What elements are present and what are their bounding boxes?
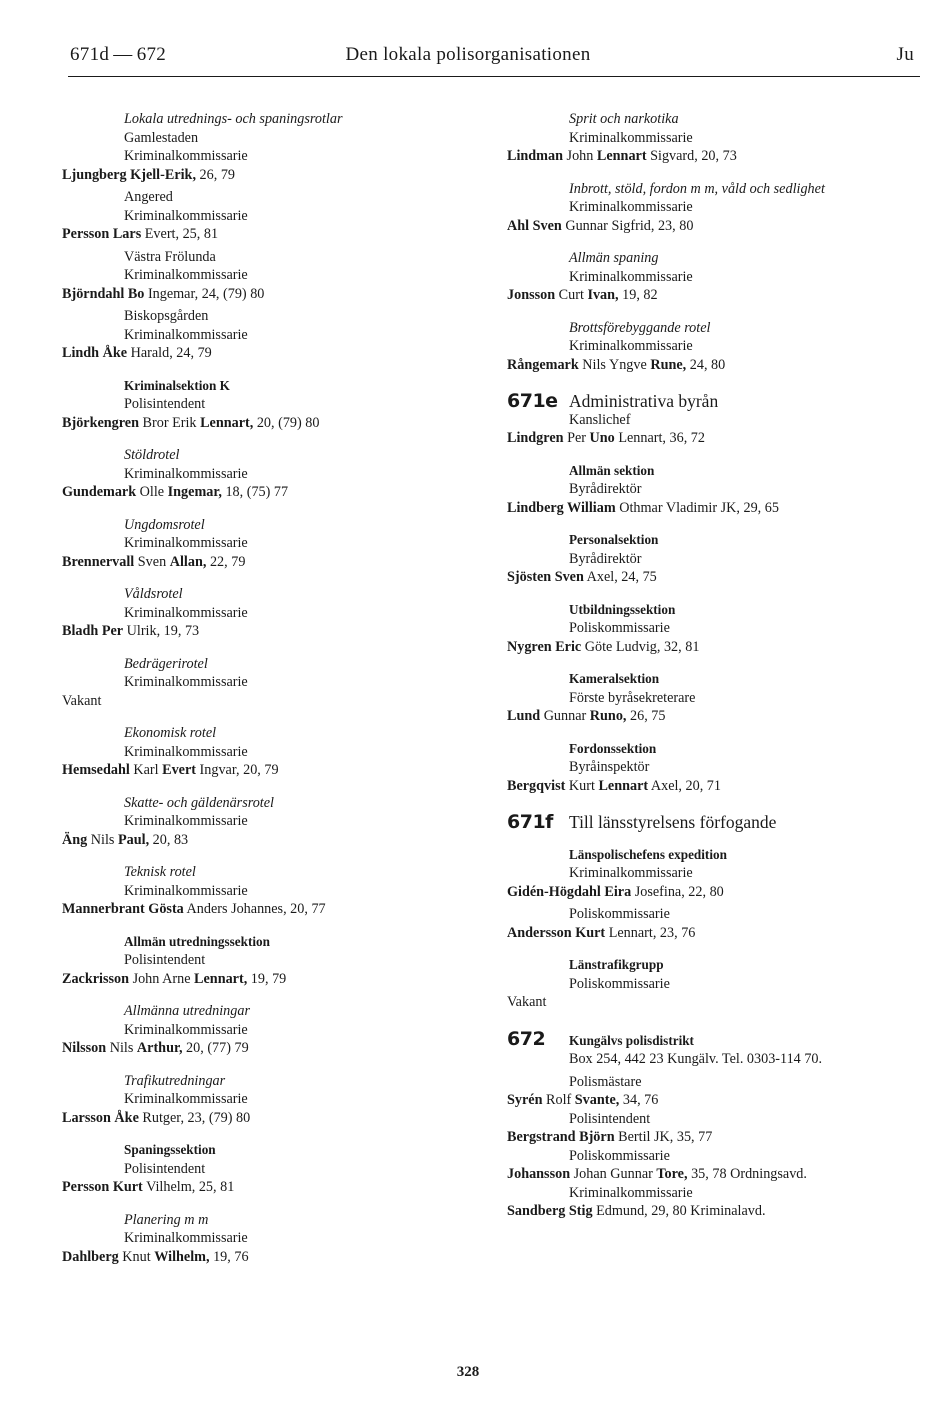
person-name: Björkengren [62,414,139,431]
person-details: Karl [129,762,163,778]
role-title: Polisintendent [124,1160,206,1177]
role-title: Kriminalkommissarie [124,465,248,482]
person-details: 20, (77) 79 [182,1040,249,1056]
person-entry [507,1165,927,1184]
person-name: Uno [589,430,615,446]
section-number: 672 [507,1027,546,1050]
person-entry [62,622,482,641]
person-details: Edmund, 29, 80 Kriminalavd. [592,1203,766,1219]
role-title: Kriminalkommissarie [124,813,248,829]
person-details: 19, 79 [247,970,287,987]
section-heading: Allmänna utredningar [124,1003,250,1019]
section-heading: Inbrott, stöld, fordon m m, våld och sedlighet [569,180,825,197]
role-title: Box 254, 442 23 Kungälv. Tel. 0303-114 70. [569,1051,823,1067]
person-entry [62,692,482,711]
person-entry [507,286,927,305]
person-entry [62,553,482,572]
page-title: Den lokala polisorganisationen [345,44,591,65]
person-name: Evert [162,762,196,778]
person-name: Björndahl Bo [62,285,145,302]
person-name: Johansson [507,1166,571,1182]
person-entry [507,924,927,943]
person-details: Ingemar, 24, (79) 80 [144,285,265,302]
person-name: Ahl Sven [507,217,562,234]
role-title: Kriminalkommissarie [124,882,248,899]
section-heading: Personalsektion [569,532,659,547]
section-heading: Allmän spaning [569,250,659,266]
person-name: Ingemar, [167,484,222,500]
person-entry [62,285,482,304]
person-name: Äng [62,831,88,848]
section-heading: Planering m m [124,1211,209,1228]
role-title: Kriminalkommissarie [569,865,693,881]
person-name: Rune, [650,356,687,373]
header-rule [68,76,920,77]
person-name: Lennart, [200,414,254,431]
person-name: Lund [507,708,541,724]
role-title: Gamlestaden [124,129,199,146]
person-details: 19, 82 [618,287,658,303]
person-name: Bladh Per [62,623,124,639]
district-name: Biskopsgården [124,308,209,324]
person-details: Evert, 25, 81 [141,226,219,242]
person-name: Mannerbrant Gösta [62,901,184,917]
role-title: Polisintendent [124,396,206,412]
person-details: 35, 78 Ordningsavd. [687,1166,807,1182]
person-details: Johan Gunnar [570,1166,657,1182]
person-details: Bror Erik [138,414,201,431]
role-title: Poliskommissarie [569,906,670,922]
section-heading: Sprit och narkotika [569,111,679,127]
role-title: Kriminalkommissarie [124,267,248,283]
person-details: Rutger, 23, (79) 80 [138,1109,251,1126]
person-name: Ljungberg Kjell-Erik, [62,166,196,183]
person-name: Tore, [656,1166,688,1182]
role-title: Poliskommissarie [569,620,670,636]
person-details: Knut [118,1248,155,1265]
role-title: Kriminalkommissarie [569,338,693,354]
role-title: Polisintendent [124,952,206,968]
person-entry [62,483,482,502]
person-name: Lindman [507,148,563,164]
person-entry [507,638,927,657]
person-name: Lennart [596,148,647,164]
numbered-heading [507,392,927,411]
person-details: Vakant [507,994,547,1010]
person-entry [62,970,482,989]
section-heading: Skatte- och gäldenärsrotel [124,794,274,811]
person-name: Zackrisson [62,970,130,987]
role-title: Kriminalkommissarie [569,268,693,285]
person-entry [62,1178,482,1197]
section-heading: Länstrafikgrupp [569,957,664,972]
section-heading: Fordonssektion [569,740,657,756]
person-name: Svante, [574,1092,620,1108]
role-title: Poliskommissarie [569,975,670,992]
person-name: Gundemark [62,484,137,500]
role-title: Kanslichef [569,411,631,428]
person-details: Kurt [565,777,599,794]
section-heading: Ekonomisk rotel [124,725,217,741]
person-name: Persson Kurt [62,1179,143,1195]
person-details: John [563,148,597,164]
numbered-heading [507,1027,927,1051]
person-entry [62,225,482,244]
person-name: Persson Lars [62,226,142,242]
person-entry [62,344,482,363]
person-name: Rångemark [507,356,579,373]
person-entry [62,1039,482,1058]
person-details: 18, (75) 77 [221,484,289,500]
person-name: Brennervall [62,553,135,570]
person-name: Andersson Kurt [507,924,606,941]
person-name: Lennart [598,777,649,794]
role-title: Kriminalkommissarie [569,199,693,215]
person-details: 26, 75 [626,708,666,724]
section-heading: Allmän utredningssektion [124,933,270,949]
person-name: Wilhelm, [154,1248,210,1265]
person-details: Axel, 20, 71 [648,777,721,794]
person-details: 19, 76 [209,1248,249,1265]
person-details: Olle [136,484,168,500]
person-name: Nygren Eric [507,638,582,655]
person-details: Sven [134,553,170,570]
role-title: Byrådirektör [569,481,642,497]
person-details: Lennart, 23, 76 [605,924,696,941]
person-name: Gidén-Högdahl Eira [507,883,632,900]
person-details: Rolf [542,1092,575,1108]
person-details: Per [563,430,590,446]
person-name: Lindberg William [507,499,616,516]
section-heading: Kriminalsektion K [124,377,230,393]
person-details: Sigvard, 20, 73 [646,148,737,164]
person-name: Bergstrand Björn [507,1129,615,1145]
person-entry [507,356,927,375]
right-column [507,110,927,1221]
person-details: Curt [555,287,588,303]
section-code: Ju [896,44,914,65]
section-heading: Bedrägerirotel [124,655,208,672]
person-details: 24, 80 [686,356,726,373]
person-details: 20, 83 [149,831,189,848]
person-name: Lennart, [194,970,248,987]
person-details: Anders Johannes, 20, 77 [183,901,326,917]
person-name: Hemsedahl [62,762,130,778]
left-column [62,110,482,1266]
person-entry [507,1202,927,1221]
person-name: Dahlberg [62,1248,119,1265]
person-entry [507,707,927,726]
person-details: Nils Yngve [578,356,651,373]
person-details: Othmar Vladimir JK, 29, 65 [615,499,779,516]
person-entry [507,1091,927,1110]
section-title: Administrativa byrån [569,391,719,411]
person-details: Josefina, 22, 80 [631,883,724,900]
person-entry [507,147,927,166]
section-heading: Lokala utrednings- och spaningsrotlar [124,111,343,127]
role-title: Polisintendent [569,1110,651,1127]
section-number: 671f [507,811,553,833]
person-name: Runo, [589,708,627,724]
role-title: Förste byråsekreterare [569,689,696,706]
person-name: Bergqvist [507,777,566,794]
section-title: Kungälvs polisdistrikt [569,1032,694,1048]
person-entry [507,429,927,448]
person-entry [507,568,927,587]
role-title: Kriminalkommissarie [124,604,248,621]
role-title: Kriminalkommissarie [124,1230,248,1246]
person-name: Jonsson [507,287,556,303]
person-details: John Arne [129,970,195,987]
person-details: 22, 79 [206,553,246,570]
role-title: Kriminalkommissarie [124,1021,248,1038]
person-details: Göte Ludvig, 32, 81 [581,638,700,655]
person-details: Nils [87,831,118,848]
person-name: Arthur, [136,1040,183,1056]
person-details: 26, 79 [196,166,236,183]
person-entry [62,761,482,780]
section-title: Till länsstyrelsens förfogande [569,812,777,832]
district-name: Angered [124,189,173,205]
person-details: Vilhelm, 25, 81 [142,1179,235,1195]
district-name: Västra Frölunda [124,248,216,265]
person-name: Paul, [117,831,150,848]
page-number: 328 [456,1364,480,1380]
section-heading: Spaningssektion [124,1142,216,1157]
person-details: Vakant [62,692,102,709]
person-entry [507,217,927,236]
person-name: Allan, [169,553,207,570]
role-title: Byrådirektör [569,550,642,567]
person-name: Sjösten Sven [507,569,584,585]
section-number: 671e [507,390,558,412]
section-heading: Trafikutredningar [124,1072,226,1089]
role-title: Kriminalkommissarie [569,129,693,146]
section-heading: Ungdomsrotel [124,516,205,533]
person-details: Lennart, 36, 72 [614,430,705,446]
person-details: 34, 76 [619,1092,659,1108]
person-entry [62,900,482,919]
person-entry [507,1128,927,1147]
person-entry [507,499,927,518]
role-title: Kriminalkommissarie [124,1091,248,1107]
person-details: Axel, 24, 75 [583,569,657,585]
role-title: Kriminalkommissarie [124,674,248,690]
person-entry [62,831,482,850]
role-title: Kriminalkommissarie [124,148,248,164]
person-name: Nilsson [62,1040,107,1056]
section-heading: Utbildningssektion [569,601,676,617]
person-name: Sandberg Stig [507,1203,593,1219]
person-details: Nils [106,1040,137,1056]
section-heading: Teknisk rotel [124,864,196,880]
section-heading: Länspolischefens expedition [569,846,727,862]
role-title: Kriminalkommissarie [124,326,248,343]
person-entry [507,883,927,902]
person-name: Syrén [507,1092,543,1108]
person-entry [62,1248,482,1267]
person-entry [62,414,482,433]
person-name: Lindh Åke [62,345,128,361]
page-range: 671d — 672 [70,44,167,65]
person-name: Lindgren [507,430,564,446]
role-title: Kriminalkommissarie [124,743,248,760]
role-title: Kriminalkommissarie [124,207,248,224]
person-details: Gunnar Sigfrid, 23, 80 [561,217,694,234]
person-name: Ivan, [587,287,619,303]
person-details: Bertil JK, 35, 77 [614,1129,713,1145]
role-title: Kriminalkommissarie [124,535,248,551]
person-details: Gunnar [540,708,590,724]
person-details: Ulrik, 19, 73 [123,623,200,639]
section-heading: Våldsrotel [124,586,183,602]
role-title: Poliskommissarie [569,1147,670,1164]
section-heading: Stöldrotel [124,447,180,463]
person-entry [507,777,927,796]
person-details: Harald, 24, 79 [127,345,212,361]
role-title: Kriminalkommissarie [569,1184,693,1201]
role-title: Polismästare [569,1073,642,1090]
numbered-heading [507,813,927,832]
person-details: Ingvar, 20, 79 [196,762,279,778]
section-heading: Brottsförebyggande rotel [569,319,711,336]
section-heading: Allmän sektion [569,462,655,478]
section-heading: Kameralsektion [569,671,660,686]
person-name: Larsson Åke [62,1109,139,1126]
person-entry [507,993,927,1012]
person-entry [62,166,482,185]
person-details: 20, (79) 80 [253,414,320,431]
role-title: Byråinspektör [569,759,650,775]
person-entry [62,1109,482,1128]
